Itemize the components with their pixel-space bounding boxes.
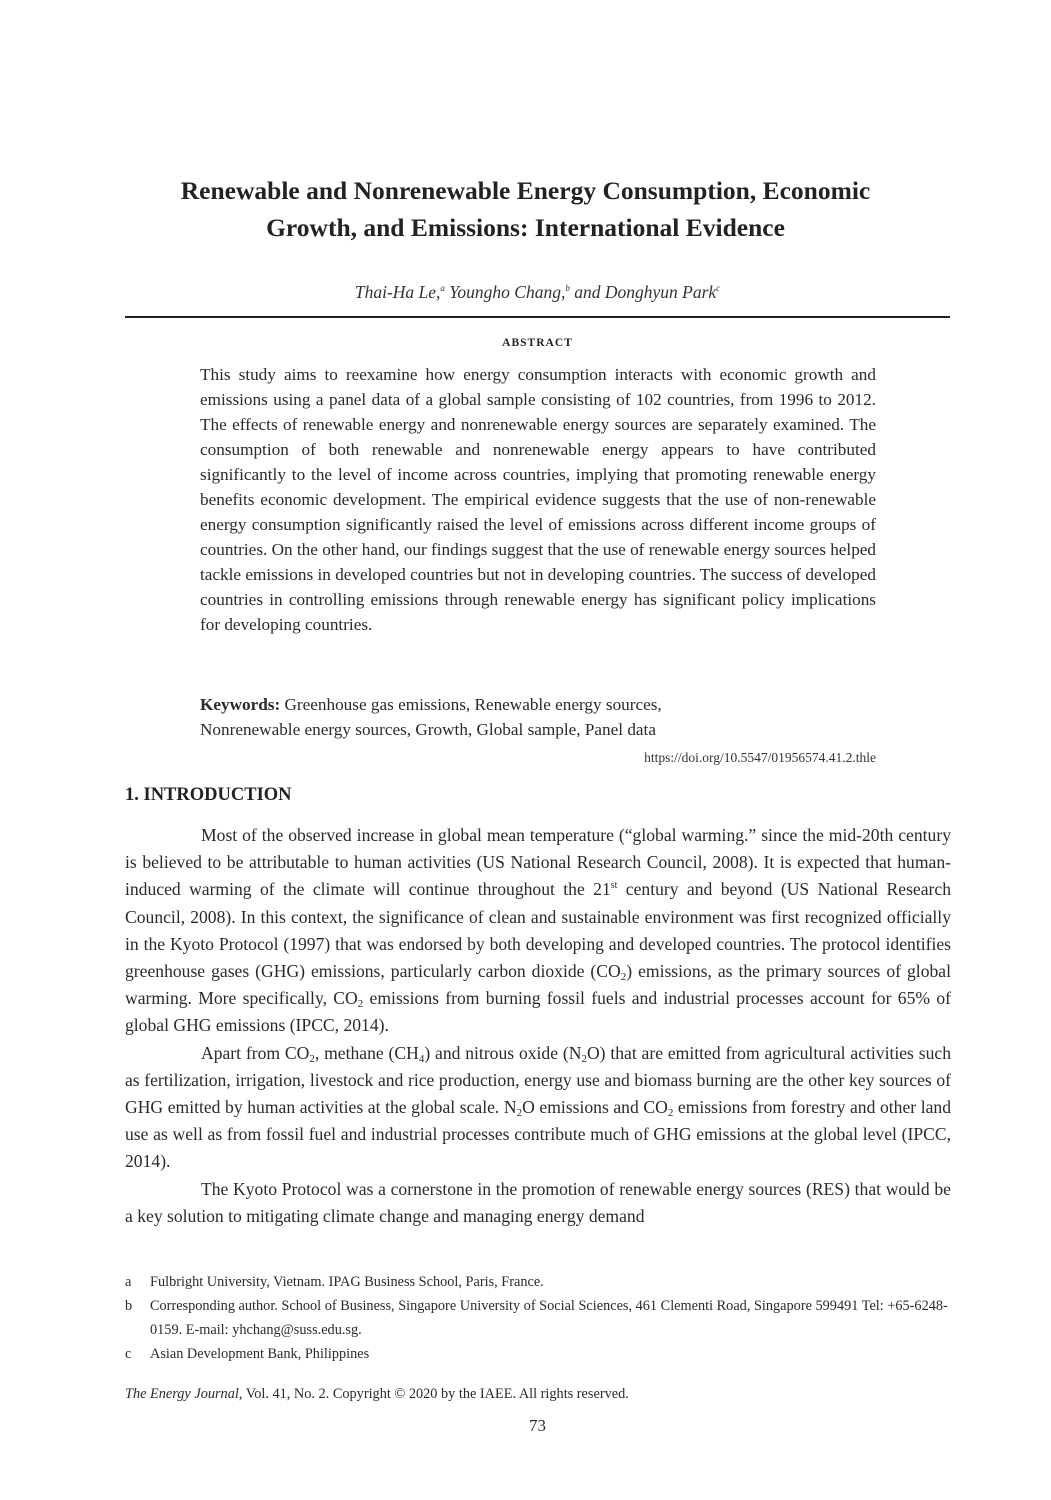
text-run: century and beyond (US National Research Council, 2008). In this context, the significance of clean and sustainable environment was first recognized officially in the Kyoto Protocol (1997) that was endorsed by both developing and developed countries. The protocol identifies greenhouse gases (GHG) emissions, particularly carbon dioxide (CO bbox=[125, 879, 951, 982]
author-name: Thai-Ha Le, bbox=[354, 282, 441, 302]
text-run: , methane (CH bbox=[314, 1042, 419, 1063]
subscript: 4 bbox=[418, 1052, 425, 1065]
footnote-mark: a bbox=[125, 1274, 132, 1290]
subscript: 2 bbox=[309, 1052, 315, 1065]
journal-details: , Vol. 41, No. 2. Copyright © 2020 by the IAEE. All rights reserved. bbox=[238, 1386, 629, 1402]
keywords bbox=[200, 692, 876, 742]
body-paragraph bbox=[125, 822, 951, 1040]
subscript: 2 bbox=[620, 971, 627, 984]
text-run: Most of the observed increase in global mean temperature (“global warming.” since the mid-20th century is believed to be attributable to human activities (US National Research Council, 2008). It is expected that human-induced warming of the climate will continue throughout the 21 bbox=[125, 825, 951, 900]
title-line-1: Renewable and Nonrenewable Energy Consumption, Economic bbox=[180, 176, 871, 205]
text-run: emissions from burning fossil fuels and industrial processes account for 65% of global GHG emissions (IPCC, 2014). bbox=[125, 988, 951, 1036]
author-name: Donghyun Park bbox=[604, 282, 717, 302]
superscript: st bbox=[610, 880, 618, 892]
body-paragraph bbox=[125, 1040, 951, 1176]
paper-title bbox=[100, 172, 951, 246]
author-separator: and bbox=[574, 282, 601, 302]
journal-name: The Energy Journal bbox=[125, 1386, 239, 1402]
subscript: 2 bbox=[667, 1107, 674, 1120]
footnotes bbox=[125, 1270, 951, 1366]
journal-citation bbox=[125, 1386, 629, 1403]
abstract-text: This study aims to reexamine how energy consumption interacts with economic growth and emissions using a panel data of a global sample consisting of 102 countries, from 1996 to 2012. The effects of renewable energy and nonrenewable energy sources are separately examined. The consumption of both renewable and nonrenewable energy appears to have contributed significantly to the level of income across countries, implying that promoting renewable energy benefits economic development. The empirical evidence suggests that the use of non-renewable energy consumption significantly raised the level of emissions across different income groups of countries. On the other hand, our findings suggest that the use of renewable energy sources helped tackle emissions in developed countries but not in developing countries. The success of developed countries in controlling emissions through renewable energy has significant policy implications for developing countries. bbox=[200, 365, 877, 634]
footnote-text: Corresponding author. School of Business, Singapore University of Social Sciences, 461 Clementi Road, Singapore 599491 Tel: +65-6248-0159. E-mail: yhchang@suss.edu.sg. bbox=[150, 1298, 948, 1338]
text-run: ) and nitrous oxide (N bbox=[424, 1042, 582, 1063]
subscript: 2 bbox=[516, 1107, 523, 1120]
affiliation-mark: c bbox=[716, 283, 721, 293]
affiliation-mark: b bbox=[565, 283, 570, 293]
footnote-mark: b bbox=[125, 1298, 133, 1314]
header-divider bbox=[125, 316, 950, 318]
keywords-line-2: Nonrenewable energy sources, Growth, Global sample, Panel data bbox=[200, 720, 656, 739]
text-run: Apart from CO bbox=[201, 1042, 310, 1063]
page-number: 73 bbox=[529, 1416, 546, 1435]
text-run: O) that are emitted from agricultural activities such as fertilization, irrigation, livestock and rice production, energy use and biomass burning are the other key sources of GHG emitted by human activities at the global scale. N bbox=[125, 1042, 951, 1118]
footnote bbox=[125, 1342, 951, 1366]
text-run: emissions from forestry and other land use as well as from fossil fuel and industrial processes contribute much of GHG emissions at the global level (IPCC, 2014). bbox=[125, 1097, 951, 1172]
title-line-2: Growth, and Emissions: International Evidence bbox=[266, 213, 785, 242]
footnote bbox=[125, 1294, 951, 1342]
body-paragraph bbox=[125, 1176, 951, 1230]
doi-link[interactable]: https://doi.org/10.5547/01956574.41.2.thle bbox=[644, 750, 876, 765]
abstract-heading: ABSTRACT bbox=[502, 337, 573, 349]
section-heading: 1. INTRODUCTION bbox=[125, 785, 292, 805]
keywords-label: Keywords: bbox=[200, 695, 281, 714]
text-run: The Kyoto Protocol was a cornerstone in the promotion of renewable energy sources (RES) that would be a key solution to mitigating climate change and managing energy demand bbox=[125, 1178, 951, 1226]
footnote-mark: c bbox=[125, 1346, 132, 1362]
subscript: 2 bbox=[357, 998, 364, 1011]
keywords-line-1: Greenhouse gas emissions, Renewable energy sources, bbox=[284, 695, 662, 714]
subscript: 2 bbox=[581, 1052, 587, 1065]
text-run: O emissions and CO bbox=[522, 1097, 668, 1118]
affiliation-mark: a bbox=[440, 283, 445, 293]
author-name: Youngho Chang, bbox=[449, 282, 566, 302]
author-list bbox=[0, 282, 1051, 303]
footnote-text: Asian Development Bank, Philippines bbox=[150, 1346, 370, 1362]
text-run: ) emissions, as the primary sources of global warming. More specifically, CO bbox=[125, 961, 951, 1009]
footnote-text: Fulbright University, Vietnam. IPAG Business School, Paris, France. bbox=[150, 1274, 544, 1290]
introduction-body bbox=[125, 822, 951, 1230]
footnote bbox=[125, 1270, 951, 1294]
